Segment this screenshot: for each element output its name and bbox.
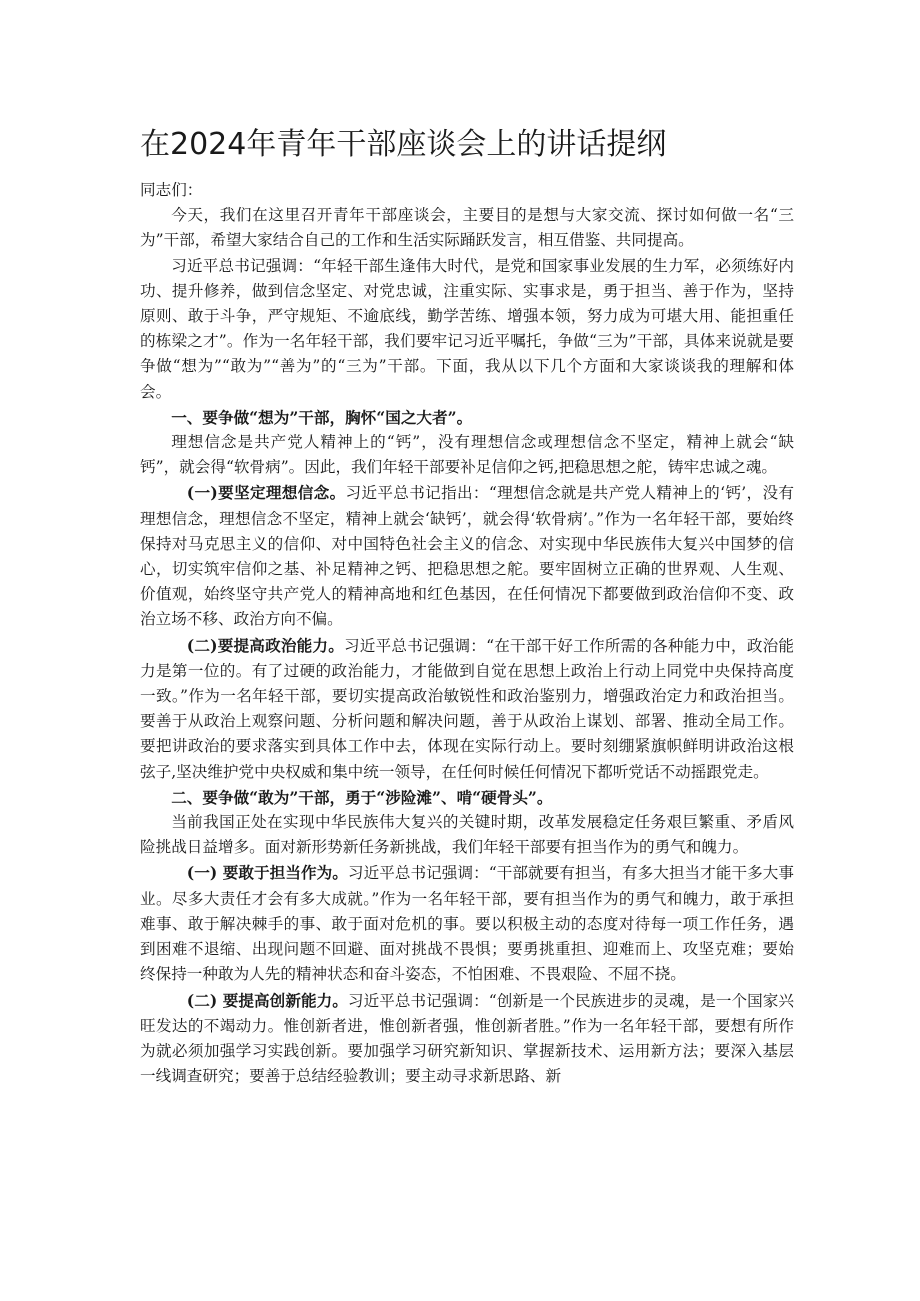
section-2-lead: 当前我国正处在实现中华民族伟大复兴的关键时期，改革发展稳定任务艰巨繁重、矛盾风险挑战日益增多。面对新形势新任务新挑战，我们年轻干部要有担当作为的勇气和魄力。 (140, 813, 794, 857)
document-title: 在2024年青年干部座谈会上的讲话提纲 (140, 127, 667, 162)
intro-paragraph-1: 今天，我们在这里召开青年干部座谈会，主要目的是想与大家交流、探讨如何做一名“三为”干部，希望大家结合自己的工作和生活实际踊跃发言，相互借鉴、共同提高。 (140, 206, 794, 250)
section-2-sub-1-heading: (一) 要敢于担当作为。 (186, 863, 348, 883)
section-1-sub-1 (140, 480, 794, 632)
section-1-sub-2-text: 习近平总书记强调：“在干部干好工作所需的各种能力中，政治能力是第一位的。有了过硬的政治能力，才能做到自觉在思想上政治上行动上同党中央保持高度一致。”作为一名年轻干部，要切实提高政治敏锐性和政治鉴别力，增强政治定力和政治担当。要善于从政治上观察问题、分析问题和解决问题，善于从政治上谋划、部署、推动全局工作。要把讲政治的要求落实到具体工作中去，体现在实际行动上。要时刻绷紧旗帜鲜明讲政治这根弦子,坚决维护党中央权威和集中统一领导，在任何时候任何情况下都听党话不动摇跟党走。 (140, 636, 794, 781)
section-1-sub-1-text: 习近平总书记指出：“理想信念就是共产党人精神上的‘钙’，没有理想信念，理想信念不坚定，精神上就会‘缺钙’，就会得‘软骨病’。”作为一名年轻干部，要始终保持对马克思主义的信仰、对中国特色社会主义的信念、对实现中华民族伟大复兴中国梦的信心，切实筑牢信仰之基、补足精神之钙、把稳思想之舵。要牢固树立正确的世界观、人生观、价值观，始终坚守共产党人的精神高地和红色基因，在任何情况下都要做到政治信仰不变、政治立场不移、政治方向不偏。 (140, 484, 794, 629)
section-2-sub-2-heading: (二) 要提高创新能力。 (186, 990, 348, 1010)
section-1-lead: 理想信念是共产党人精神上的“钙”，没有理想信念或理想信念不坚定，精神上就会“缺钙”，就会得“软骨病”。因此，我们年轻干部要补足信仰之钙,把稳思想之舵，铸牢忠诚之魂。 (140, 433, 794, 477)
document-body (140, 178, 794, 1089)
section-1-sub-2 (140, 633, 794, 785)
section-2-sub-2 (140, 988, 794, 1090)
section-2-sub-1-text: 习近平总书记强调：“干部就要有担当，有多大担当才能干多大事业。尽多大责任才会有多大成就。”作为一名年轻干部，要有担当作为的勇气和魄力，敢于承担难事、敢于解决棘手的事、敢于面对危机的事。要以积极主动的态度对待每一项工作任务，遇到困难不退缩、出现问题不回避、面对挑战不畏惧；要勇挑重担、迎难而上、攻坚克难；要始终保持一种敢为人先的精神状态和奋斗姿态，不怕困难、不畏艰险、不屈不挠。 (140, 864, 795, 984)
section-1-sub-2-heading: (二)要提高政治能力。 (186, 635, 345, 655)
salutation: 同志们： (140, 181, 203, 199)
intro-paragraph-2: 习近平总书记强调：“年轻干部生逢伟大时代，是党和国家事业发展的生力军，必须练好内功、提升修养，做到信念坚定、对党忠诚，注重实际、实事求是，勇于担当、善于作为，坚持原则、敢于斗争，严守规矩、不逾底线，勤学苦练、增强本领，努力成为可堪大用、能担重任的栋梁之才”。作为一名年轻干部，我们要牢记习近平嘱托，争做“三为”干部，具体来说就是要争做“想为”“敢为”“善为”的“三为”干部。下面，我从以下几个方面和大家谈谈我的理解和体会。 (140, 256, 794, 401)
section-1-sub-1-heading: (一)要坚定理想信念。 (186, 483, 346, 503)
section-1-heading: 一、要争做“想为”干部，胸怀“国之大者”。 (171, 407, 473, 427)
section-2-sub-1 (140, 860, 794, 987)
section-2-sub-2-text: 习近平总书记强调：“创新是一个民族进步的灵魂，是一个国家兴旺发达的不竭动力。惟创新者进，惟创新者强，惟创新者胜。”作为一名年轻干部，要想有所作为就必须加强学习实践创新。要加强学习研究新知识、掌握新技术、运用新方法；要深入基层一线调查研究；要善于总结经验教训；要主动寻求新思路、新 (140, 991, 795, 1086)
section-2-heading: 二、要争做“敢为”干部，勇于“涉险滩”、啃“硬骨头”。 (171, 787, 553, 807)
